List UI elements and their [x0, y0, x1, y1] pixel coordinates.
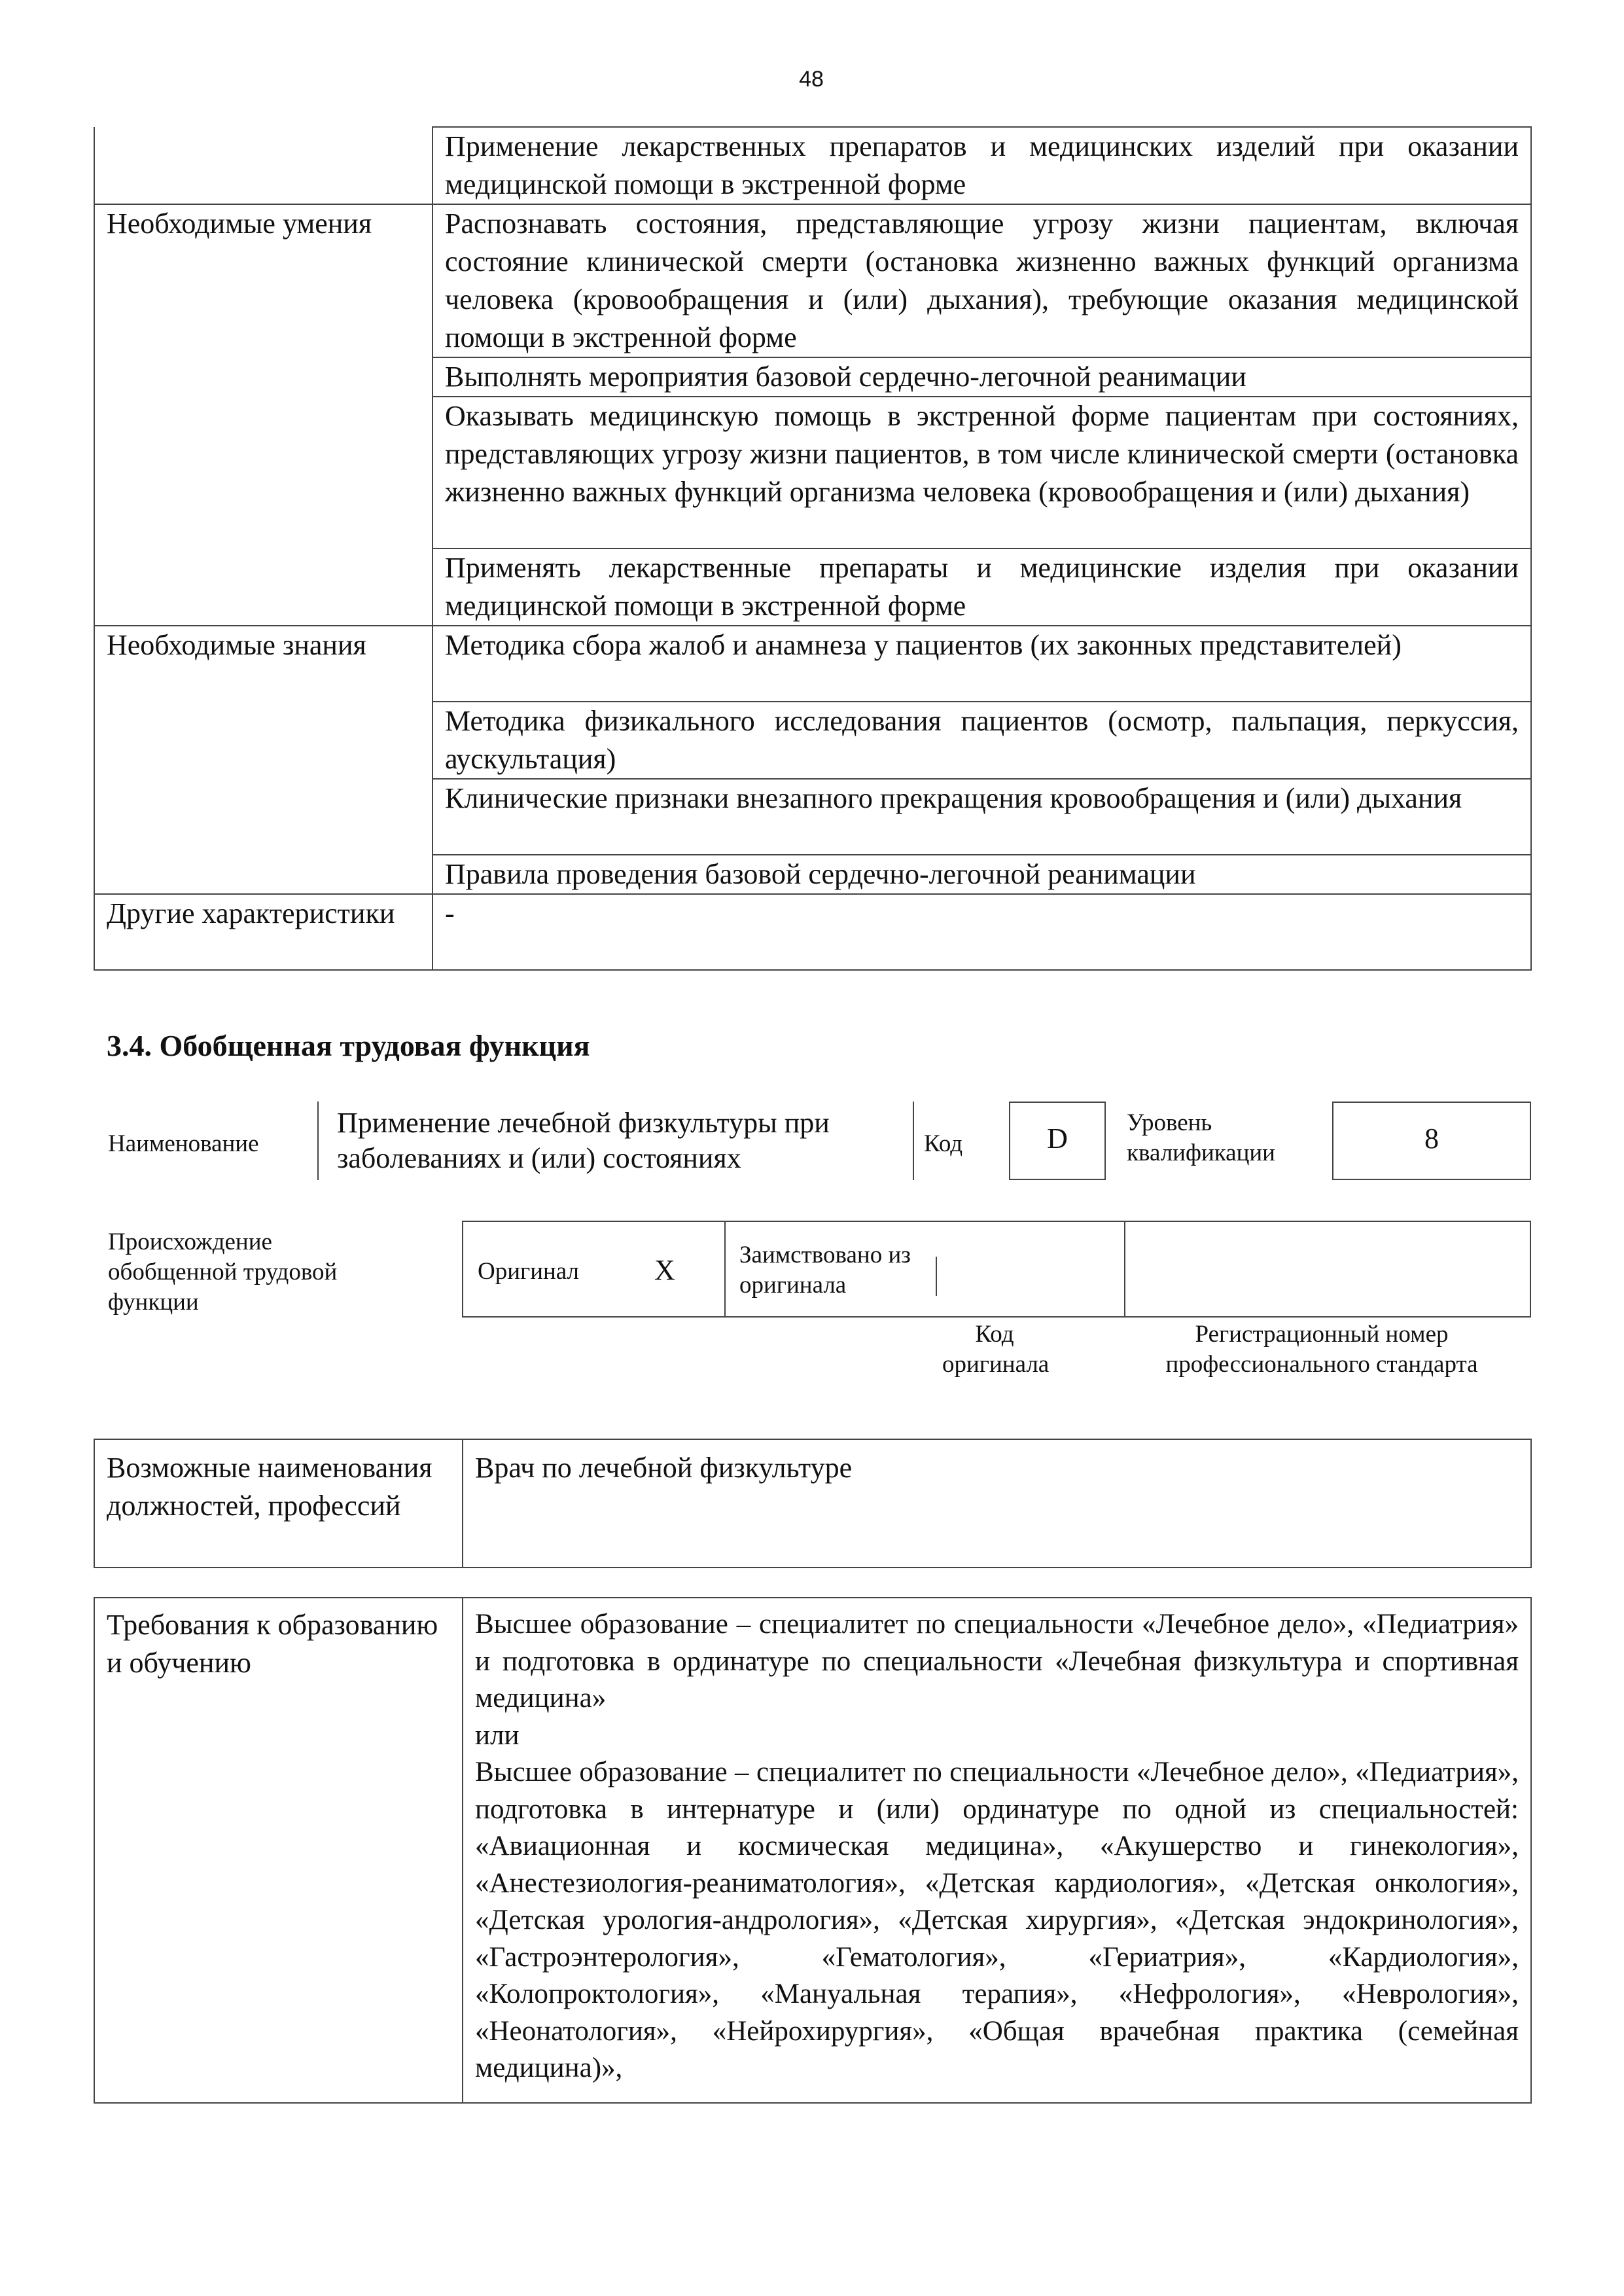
divider: [724, 1221, 726, 1318]
level-value: 8: [1332, 1102, 1531, 1180]
table-cell: Выполнять мероприятия базовой сердечно-легочной реанимации: [432, 357, 1531, 397]
table-cell: Клинические признаки внезапного прекращения кровообращения и (или) дыхания: [432, 779, 1531, 855]
required-knowledge-label: Необходимые знания: [94, 626, 432, 894]
code-label: Код: [924, 1130, 963, 1157]
education-line: Высшее образование – специалитет по специальности «Лечебное дело», «Педиатрия», подготовка в интернатуре и (или) ординатуре по одной из специальностей: «Авиационная и космическая медицина», «Акушерство и гинекология», «Анестезиология-реаниматология», «Детская кардиология», «Детская онкология», «Детская урология-андрология», «Детская хирургия», «Детская эндокринология», «Гастроэнтерология», «Гематология», «Гериатрия», «Кардиология», «Колопроктология», «Мануальная терапия», «Нефрология», «Неврология», «Неонатология», «Нейрохирургия», «Общая врачебная практика (семейная медицина)»,: [475, 1757, 1519, 2083]
table-cell: Методика физикального исследования пациентов (осмотр, пальпация, перкуссия, аускультация): [432, 702, 1531, 779]
table-cell: -: [432, 894, 1531, 970]
table-cell: Оказывать медицинскую помощь в экстренной форме пациентам при состояниях, представляющих угрозу жизни пациентов, в том числе клинической смерти (остановка жизненно важных функций организма человека (кровообращения и (или) дыхания): [432, 397, 1531, 548]
original-code-caption: Код оригинала: [942, 1321, 1050, 1378]
positions-value: Врач по лечебной физкультуре: [463, 1439, 1531, 1568]
table-cell: Правила проведения базовой сердечно-легочной реанимации: [432, 855, 1531, 894]
positions-label: Возможные наименования должностей, профессий: [94, 1439, 463, 1568]
education-line: или: [475, 1719, 520, 1751]
divider: [1124, 1221, 1125, 1318]
required-skills-label: Необходимые умения: [94, 204, 432, 626]
education-label: Требования к образованию и обучению: [94, 1598, 463, 2103]
positions-table: [94, 1439, 1532, 1568]
borrowed-label: Заимствовано из оригинала: [739, 1242, 911, 1299]
section-heading: 3.4. Обобщенная трудовая функция: [107, 1029, 590, 1062]
table-cell: Применение лекарственных препаратов и медицинских изделий при оказании медицинской помощи в экстренной форме: [432, 127, 1531, 204]
name-label: Наименование: [108, 1130, 259, 1157]
registration-number-caption: Регистрационный номер профессионального стандарта: [1165, 1321, 1478, 1378]
origin-label: Происхождение обобщенной трудовой функции: [108, 1229, 338, 1316]
table-row-label: [94, 127, 432, 204]
origin-box: [462, 1221, 1531, 1318]
skills-knowledge-table: [94, 126, 1532, 971]
original-mark: X: [654, 1254, 675, 1286]
table-cell: Применять лекарственные препараты и медицинские изделия при оказании медицинской помощи в экстренной форме: [432, 548, 1531, 626]
education-line: Высшее образование – специалитет по специальности «Лечебное дело», «Педиатрия» и подготовка в ординатуре по специальности «Лечебная физкультура и спортивная медицина»: [475, 1609, 1519, 1713]
other-characteristics-label: Другие характеристики: [94, 894, 432, 970]
code-value: D: [1009, 1102, 1106, 1180]
divider: [913, 1102, 914, 1180]
divider: [936, 1257, 937, 1296]
table-cell: Распознавать состояния, представляющие угрозу жизни пациентам, включая состояние клинической смерти (остановка жизненно важных функций организма человека (кровообращения и (или) дыхания), требующие оказания медицинской помощи в экстренной форме: [432, 204, 1531, 357]
function-name: Применение лечебной физкультуры при заболеваниях и (или) состояниях: [317, 1102, 913, 1180]
education-table: [94, 1597, 1532, 2104]
table-cell: Методика сбора жалоб и анамнеза у пациентов (их законных представителей): [432, 626, 1531, 702]
page-number: 48: [799, 67, 824, 92]
original-label: Оригинал: [478, 1258, 580, 1285]
education-requirements: [463, 1598, 1531, 2103]
level-label: Уровень квалификации: [1127, 1109, 1275, 1166]
